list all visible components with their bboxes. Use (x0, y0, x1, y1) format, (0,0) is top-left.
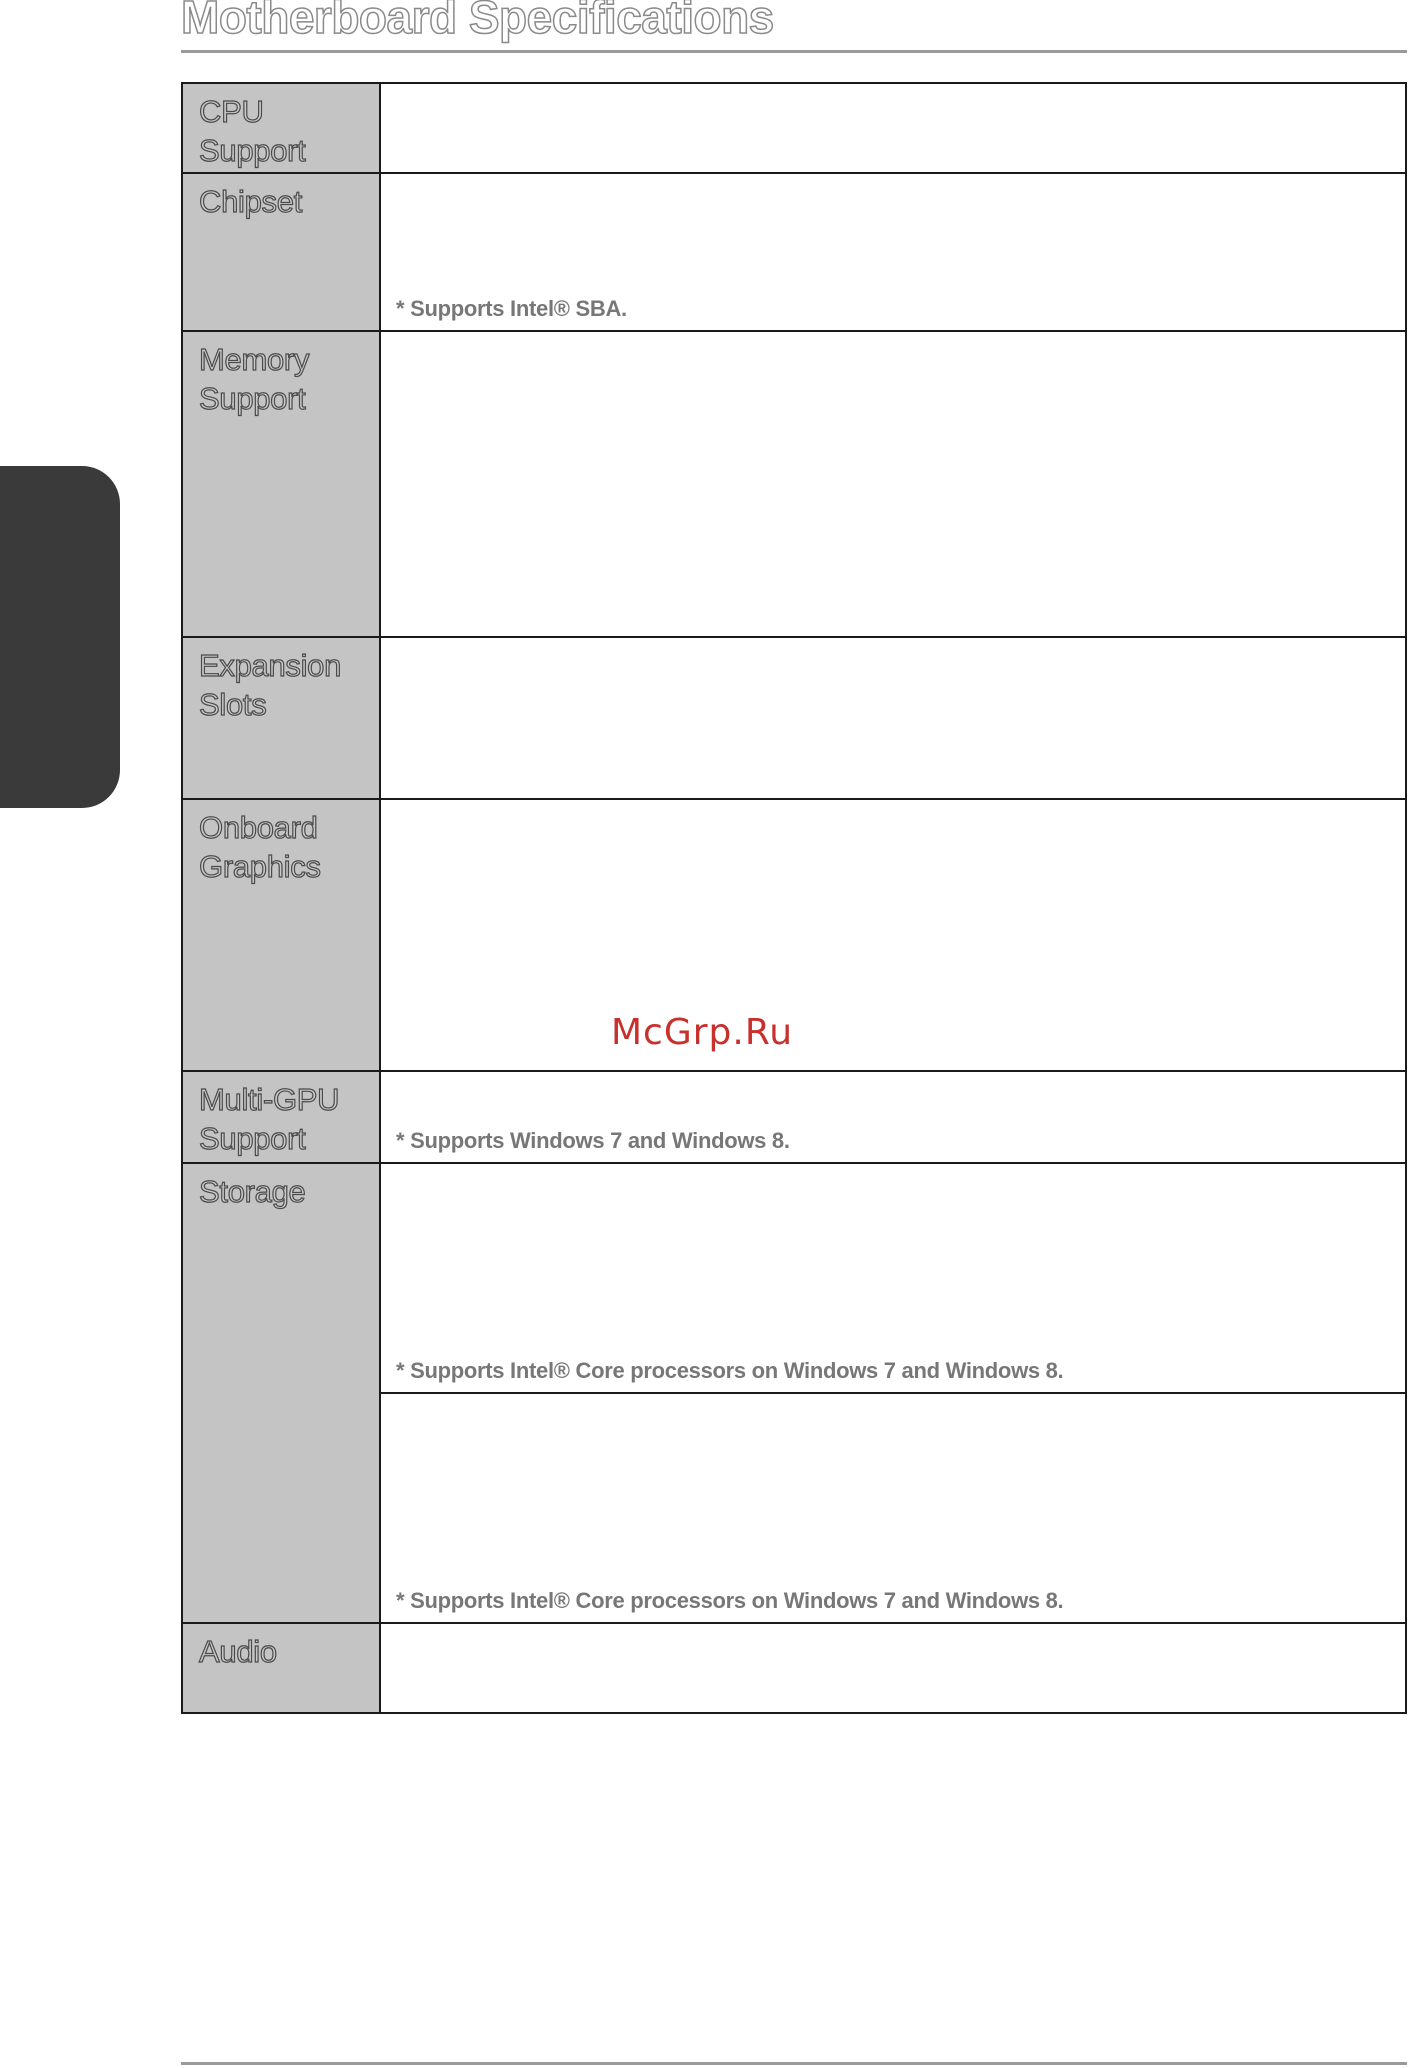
spec-label: Audio (199, 1634, 277, 1669)
spec-label-cell (182, 331, 380, 637)
spec-label: Expansion Slots (199, 648, 342, 722)
spec-value-cell (380, 173, 1406, 331)
spec-row-audio (182, 1623, 1406, 1713)
spec-note: * Supports Windows 7 and Windows 8. (396, 1128, 790, 1153)
spec-value-cell (380, 331, 1406, 637)
spec-value-cell (380, 1623, 1406, 1713)
watermark-text: McGrp.Ru (611, 1012, 794, 1053)
spec-label: Storage (199, 1174, 306, 1209)
spec-label-cell (182, 1163, 380, 1623)
spec-label-cell (182, 1071, 380, 1163)
title-rule (181, 50, 1407, 53)
spec-label-cell (182, 1623, 380, 1713)
spec-row-storage (182, 1163, 1406, 1393)
spec-row-expansion (182, 637, 1406, 799)
spec-label-cell (182, 799, 380, 1071)
spec-note: * Supports Intel® Core processors on Windows 7 and Windows 8. (396, 1358, 1064, 1383)
spec-label-cell (182, 173, 380, 331)
spec-value-cell (380, 637, 1406, 799)
spec-row-chipset (182, 173, 1406, 331)
footer-rule (181, 2062, 1407, 2065)
spec-value-cell (380, 1393, 1406, 1623)
spec-value-cell (380, 83, 1406, 173)
spec-label: Chipset (199, 184, 303, 219)
spec-value-cell (380, 799, 1406, 1071)
spec-note: * Supports Intel® Core processors on Windows 7 and Windows 8. (396, 1588, 1064, 1613)
spec-row-memory (182, 331, 1406, 637)
spec-label: Memory Support (199, 342, 310, 416)
chapter-side-tab (0, 466, 120, 808)
spec-row-graphics (182, 799, 1406, 1071)
spec-label: Onboard Graphics (199, 810, 321, 884)
spec-value-cell (380, 1163, 1406, 1393)
spec-value-cell (380, 1071, 1406, 1163)
spec-label-cell (182, 637, 380, 799)
page-title: Motherboard Specifications (181, 0, 774, 43)
spec-table (181, 82, 1407, 1714)
spec-row-multigpu (182, 1071, 1406, 1163)
spec-label-cell (182, 83, 380, 173)
spec-row-cpu (182, 83, 1406, 173)
spec-label: CPU Support (199, 94, 306, 168)
spec-note: * Supports Intel® SBA. (396, 296, 627, 321)
spec-label: Multi-GPU Support (199, 1082, 340, 1156)
